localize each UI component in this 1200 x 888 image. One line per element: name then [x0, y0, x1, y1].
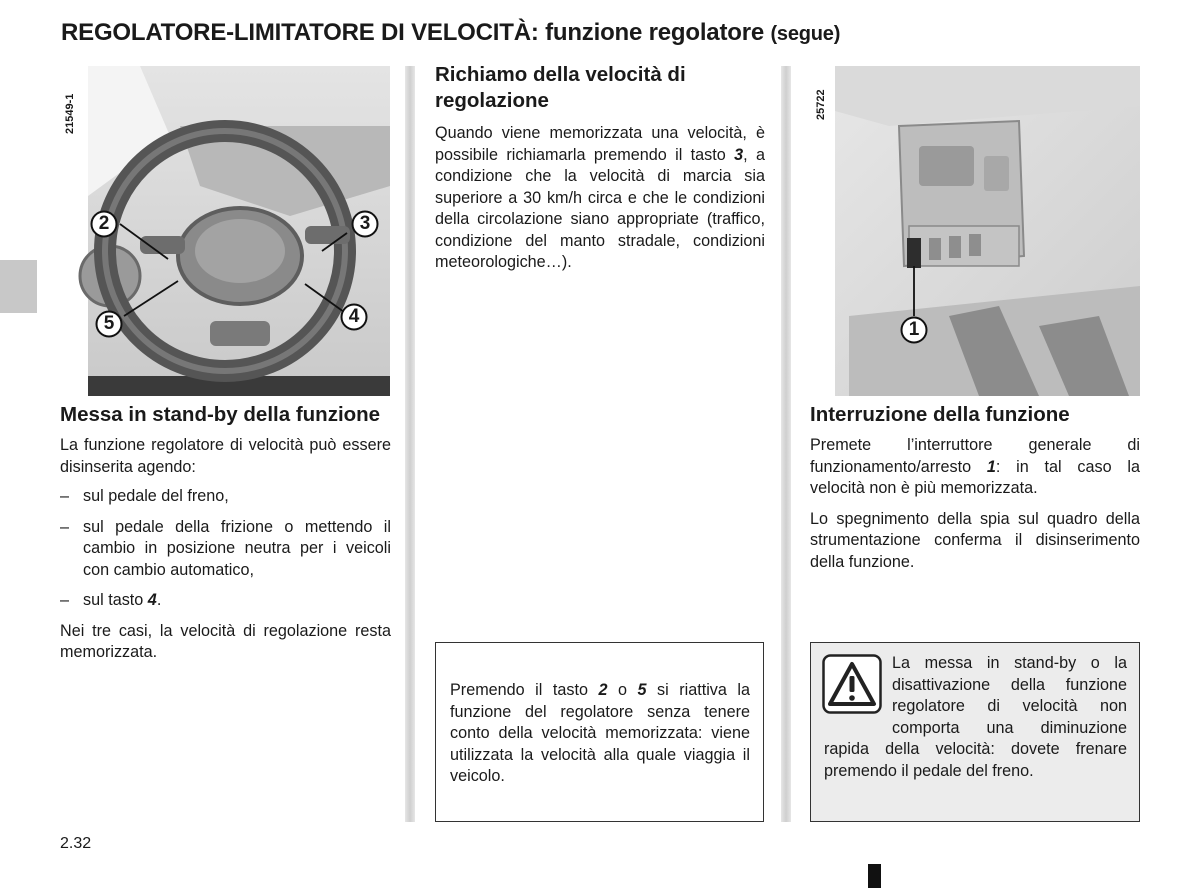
switch-panel-illustration [809, 66, 1140, 396]
list-item: – sul pedale della frizione o mettendo il cambio in posizione neutra per i veicoli con cambio automatico, [60, 517, 391, 579]
warning-box [810, 642, 1140, 822]
switch-panel-figure [809, 66, 1140, 396]
steering-wheel-figure [60, 66, 390, 396]
thumb-index-marker [868, 864, 881, 888]
warning-text: La messa in stand-by o la disattivazione della funzione regolatore di velocità non comporta una diminuzione rapida della velocità: dovete frenare premendo il pedale del freno. [824, 654, 1127, 780]
recall-heading: Richiamo della velocità di regolazione [435, 63, 686, 112]
callout-2: 2 [90, 210, 118, 238]
title-main: REGOLATORE-LIMITATORE DI VELOCITÀ: funzione regolatore [61, 19, 764, 46]
list-item: – sul tasto 4. [60, 591, 162, 609]
interrupt-paragraph-1: Premete l’interruttore generale di funzionamento/arresto 1: in tal caso la velocità non è più memorizzata. [810, 436, 1140, 497]
standby-intro: La funzione regolatore di velocità può essere disinserita agendo: [60, 436, 391, 476]
section-recall [435, 62, 765, 274]
standby-list [60, 486, 391, 612]
callout-4: 4 [340, 303, 368, 331]
page-number: 2.32 [60, 835, 92, 852]
section-standby [60, 402, 391, 664]
callout-3: 3 [351, 210, 379, 238]
section-interrupt [810, 402, 1140, 573]
page-title [61, 19, 840, 47]
standby-heading: Messa in stand-by della funzione [60, 403, 381, 426]
interrupt-heading: Interruzione della funzione [810, 403, 1070, 426]
title-suffix: (segue) [770, 23, 841, 45]
column-separator-1 [405, 66, 415, 822]
recall-paragraph: Quando viene memorizzata una velocità, è possibile richiamarla premendo il tasto 3, a condizione che la velocità di marcia sia superiore a 30 km/h circa e che le condizioni della circolazione siano appropriate (traffico, condizione del manto stradale, condizioni meteorologiche…). [435, 124, 766, 271]
warning-text-block [824, 653, 1127, 782]
interrupt-paragraph-2: Lo spegnimento della spia sul quadro della strumentazione conferma il disinserimento della funzione. [810, 509, 1140, 571]
figure-code-right: 25722 [815, 89, 827, 120]
figure-code-left: 21549-1 [64, 93, 76, 134]
list-item: – sul pedale del freno, [60, 487, 229, 505]
note-box [435, 642, 764, 822]
callout-1: 1 [900, 316, 928, 344]
column-separator-2 [781, 66, 791, 822]
standby-closing: Nei tre casi, la velocità di regolazione resta memorizzata. [60, 621, 391, 661]
note-text: Premendo il tasto 2 o 5 si riattiva la funzione del regolatore senza tenere conto della velocità memorizzata: viene utilizzata la velocità alla quale viaggia il veicolo. [450, 681, 751, 785]
section-tab-marker [0, 260, 37, 313]
callout-5: 5 [95, 310, 123, 338]
